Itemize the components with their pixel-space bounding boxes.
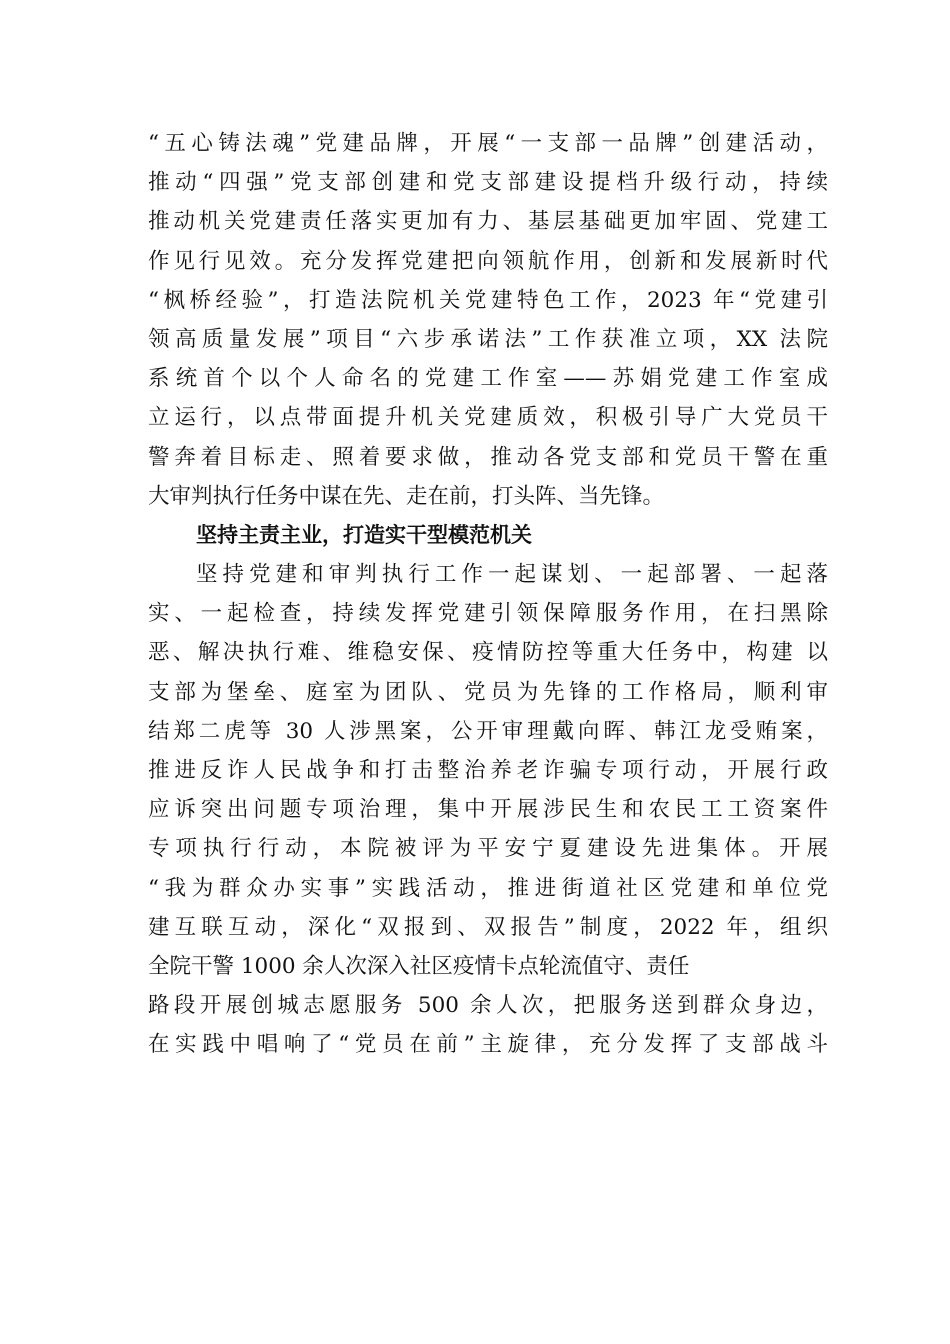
paragraph-1-line-5: “枫桥经验”，打造法院机关党建特色工作，2023 年“党建引 [148,287,828,313]
paragraph-1-line-10: 大审判执行任务中谋在先、走在前，打头阵、当先锋。 [148,483,665,509]
paragraph-2-line-7: 应诉突出问题专项治理，集中开展涉民生和农民工工资案件 [148,797,828,823]
document-body [148,124,828,1065]
paragraph-2-line-5: 结郑二虎等 30 人涉黑案，公开审理戴向晖、韩江龙受贿案， [148,718,828,744]
paragraph-2-line-10: 建互联互动，深化“双报到、双报告”制度，2022 年，组织 [148,914,828,940]
paragraph-1-line-6: 领高质量发展”项目“六步承诺法”工作获准立项，XX 法院 [148,326,828,352]
paragraph-2-line-6: 推进反诈人民战争和打击整治养老诈骗专项行动，开展行政 [148,758,828,783]
paragraph-2-line-9: “我为群众办实事”实践活动，推进街道社区党建和单位党 [148,875,828,901]
paragraph-2-line-3: 恶、解决执行难、维稳安保、疫情防控等重大任务中，构建 以 [148,640,828,666]
paragraph-2-line-8: 专项执行行动，本院被评为平安宁夏建设先进集体。开展 [148,836,828,862]
paragraph-1-line-3: 推动机关党建责任落实更加有力、基层基础更加牢固、党建工 [148,209,828,235]
paragraph-2-line-12: 路段开展创城志愿服务 500 余人次，把服务送到群众身边， [148,993,828,1019]
paragraph-2-line-1: 坚持党建和审判执行工作一起谋划、一起部署、一起落 [196,562,828,588]
paragraph-2-line-11: 全院干警 1000 余人次深入社区疫情卡点轮流值守、责任 [148,953,690,979]
paragraph-2-line-4: 支部为堡垒、庭室为团队、党员为先锋的工作格局，顺利审 [148,679,828,705]
paragraph-2-line-13: 在实践中唱响了“党员在前”主旋律，充分发挥了支部战斗 [148,1032,828,1058]
paragraph-1-line-1: “五心铸法魂”党建品牌，开展“一支部一品牌”创建活动， [148,131,828,156]
paragraph-1-line-7: 系统首个以个人命名的党建工作室——苏娟党建工作室成 [148,366,828,392]
paragraph-1-line-4: 作见行见效。充分发挥党建把向领航作用，创新和发展新时代 [148,248,828,274]
paragraph-2-line-2: 实、一起检查，持续发挥党建引领保障服务作用，在扫黑除 [148,601,828,627]
paragraph-1-line-9: 警奔着目标走、照着要求做，推动各党支部和党员干警在重 [148,444,828,470]
paragraph-1-line-8: 立运行，以点带面提升机关党建质效，积极引导广大党员干 [148,405,828,431]
section-heading: 坚持主责主业，打造实干型模范机关 [196,522,532,547]
paragraph-1-line-2: 推动“四强”党支部创建和党支部建设提档升级行动，持续 [148,170,828,196]
